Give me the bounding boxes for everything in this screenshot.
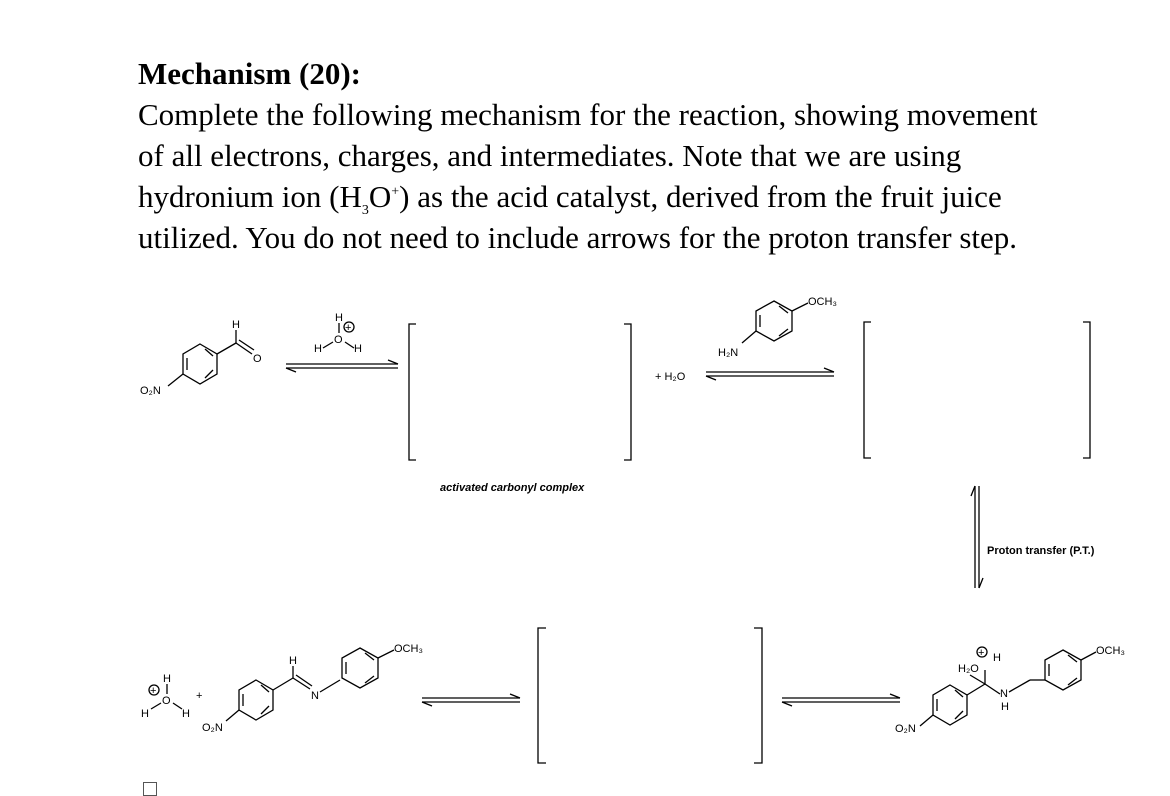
h-label-left: H: [314, 343, 322, 355]
h-label-imine: H: [289, 655, 297, 667]
h-label-amine: H: [1001, 701, 1009, 713]
h-label-hydronium-right: H: [182, 708, 190, 720]
o-label-aldehyde: O: [253, 353, 262, 365]
o2n-label-1: O₂N: [140, 385, 161, 397]
h2o-label: H₂O: [958, 663, 979, 675]
plus-charge-right: +: [978, 647, 985, 659]
o2n-label-3: O₂N: [895, 723, 916, 735]
anisidine-structure: [742, 301, 808, 343]
question-body-start: Complete the following mechanism for the reaction, showing movement of all electrons, charges, and intermediates. Note that we are using hydronium ion (H: [138, 97, 1038, 214]
equilibrium-arrow-3: [782, 694, 900, 706]
o-label-hydronium: O: [334, 334, 343, 346]
h-label-hydronium-left: H: [141, 708, 149, 720]
h-label-hydronium-top: H: [163, 673, 171, 685]
proton-transfer-label: Proton transfer (P.T.): [987, 545, 1095, 557]
bracket-box-2: [864, 322, 1090, 458]
equilibrium-arrow-1: [286, 360, 398, 372]
oxygen-symbol: O: [368, 179, 392, 214]
och3-label-bottom: OCH₃: [394, 643, 423, 655]
n-label-carbinol: N: [1000, 688, 1008, 700]
bracket-box-3: [538, 628, 762, 763]
h-label-aldehyde: H: [232, 319, 240, 331]
question-title: Mechanism (20):: [138, 56, 361, 91]
answer-checkbox[interactable]: [143, 782, 157, 796]
proton-transfer-arrow: [971, 486, 983, 588]
h-label-carbinol: H: [993, 652, 1001, 664]
superscript-plus: +: [391, 184, 400, 200]
h-label-right: H: [354, 343, 362, 355]
h-label-top: H: [335, 312, 343, 324]
o-label-hydronium-bottom: O: [162, 695, 171, 707]
question-body-end: ) as the acid catalyst, derived from the fruit juice utilized. You do not need to include arrows for the proton transfer step.: [138, 179, 1018, 255]
plus-water-label: + H₂O: [655, 371, 686, 383]
activated-complex-label: activated carbonyl complex: [440, 482, 585, 494]
bracket-box-1: [409, 324, 631, 460]
equilibrium-arrow-4: [422, 694, 520, 706]
subscript-3: 3: [361, 203, 369, 219]
n-label-imine: N: [311, 690, 319, 702]
plus-charge-top: +: [345, 322, 352, 334]
scheme-labels: [140, 296, 1125, 735]
o2n-label-2: O₂N: [202, 722, 223, 734]
och3-label-top: OCH₃: [808, 296, 837, 308]
imine-product-structure: [226, 648, 394, 721]
nitrobenzaldehyde-structure: [168, 330, 254, 386]
plus-charge-bottom: +: [150, 685, 157, 697]
carbinolamine-structure: [920, 647, 1096, 726]
och3-label-right: OCH₃: [1096, 645, 1125, 657]
plus-sign-bottom: +: [196, 690, 203, 702]
h2n-label: H₂N: [718, 347, 739, 359]
equilibrium-arrow-2: [706, 368, 834, 380]
